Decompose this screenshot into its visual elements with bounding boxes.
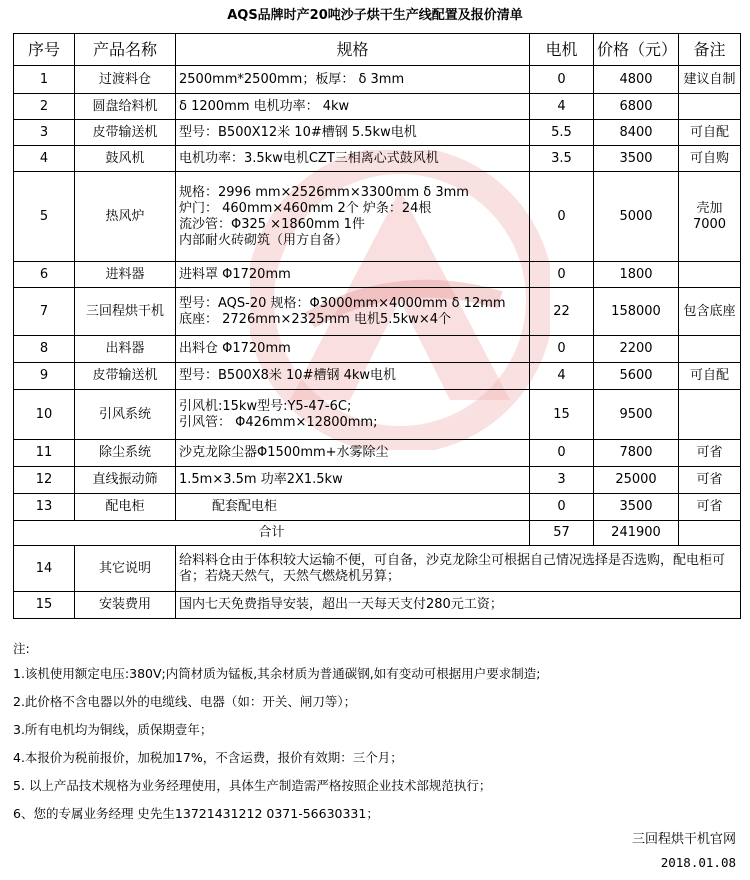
- product-spec: 型号：AQS-20 规格：Φ3000mm×4000mm δ 12mm 底座： 2726mm×2325mm 电机5.5kw×4个: [176, 288, 530, 336]
- product-name: 皮带输送机: [75, 120, 176, 146]
- table-row: [14, 120, 741, 146]
- row-no: 3: [14, 120, 75, 146]
- total-label: 合计: [14, 521, 530, 546]
- table-row: [14, 494, 741, 521]
- product-name: 鼓风机: [75, 146, 176, 172]
- product-spec: 配套配电柜: [176, 494, 530, 521]
- motor-power: 4: [530, 94, 594, 120]
- table-row: [14, 592, 741, 619]
- remark: [679, 336, 741, 363]
- motor-power: 0: [530, 336, 594, 363]
- table-row: [14, 390, 741, 440]
- remark: 可省: [679, 494, 741, 521]
- remark: 可自配: [679, 363, 741, 390]
- table-row: [14, 467, 741, 494]
- product-spec: 2500mm*2500mm；板厚： δ 3mm: [176, 66, 530, 94]
- row-no: 14: [14, 546, 75, 592]
- table-row: [14, 440, 741, 467]
- price: 5600: [594, 363, 679, 390]
- price: 3500: [594, 494, 679, 521]
- other-notes-text: 给料料仓由于体积较大运输不便，可自备，沙克龙除尘可根据自己情况选择是否选购，配电柜可省；若烧天然气，天然气燃烧机另算；: [176, 546, 741, 592]
- total-row: [14, 521, 741, 546]
- remark: 可自购: [679, 146, 741, 172]
- quote-table: [13, 33, 741, 619]
- header-cell: 产品名称: [75, 34, 176, 66]
- installation-fee-text: 国内七天免费指导安装，超出一天每天支付280元工资；: [176, 592, 741, 619]
- product-name: 配电柜: [75, 494, 176, 521]
- remark: 可省: [679, 440, 741, 467]
- table-row: [14, 288, 741, 336]
- price: 4800: [594, 66, 679, 94]
- remark: 建议自制: [679, 66, 741, 94]
- motor-power: 0: [530, 494, 594, 521]
- price: 1800: [594, 262, 679, 288]
- row-no: 1: [14, 66, 75, 94]
- motor-power: 15: [530, 390, 594, 440]
- row-no: 4: [14, 146, 75, 172]
- product-name: 皮带输送机: [75, 363, 176, 390]
- note-item: 4.本报价为税前报价，加税加17%，不含运费，报价有效期：三个月；: [13, 750, 403, 765]
- table-header-row: [14, 34, 741, 66]
- product-name: 圆盘给料机: [75, 94, 176, 120]
- price: 5000: [594, 172, 679, 262]
- remark: [679, 94, 741, 120]
- remark: 壳加7000: [679, 172, 741, 262]
- total-price: 241900: [594, 521, 679, 546]
- product-spec: 引风机:15kw型号:Y5-47-6C; 引风管： Φ426mm×12800mm;: [176, 390, 530, 440]
- note-item: 2.此价格不含电器以外的电缆线、电器（如：开关、闸刀等）；: [13, 694, 357, 709]
- row-no: 5: [14, 172, 75, 262]
- table-row: [14, 336, 741, 363]
- total-remark: [679, 521, 741, 546]
- footer-date: 2018.01.08: [660, 855, 736, 870]
- product-name: 进料器: [75, 262, 176, 288]
- product-name: 安装费用: [75, 592, 176, 619]
- motor-power: 3: [530, 467, 594, 494]
- note-item: 3.所有电机均为铜线，质保期壹年；: [13, 722, 213, 737]
- motor-power: 5.5: [530, 120, 594, 146]
- table-row: [14, 262, 741, 288]
- product-name: 热风炉: [75, 172, 176, 262]
- row-no: 10: [14, 390, 75, 440]
- motor-power: 0: [530, 172, 594, 262]
- motor-power: 3.5: [530, 146, 594, 172]
- header-cell: 备注: [679, 34, 741, 66]
- table-row: [14, 172, 741, 262]
- product-spec: 型号：B500X8米 10#槽钢 4kw电机: [176, 363, 530, 390]
- motor-power: 0: [530, 66, 594, 94]
- price: 2200: [594, 336, 679, 363]
- remark: [679, 390, 741, 440]
- product-name: 引风系统: [75, 390, 176, 440]
- remark: 可省: [679, 467, 741, 494]
- product-spec: 电机功率：3.5kw电机CZT三相离心式鼓风机: [176, 146, 530, 172]
- table-row: [14, 363, 741, 390]
- row-no: 2: [14, 94, 75, 120]
- price: 7800: [594, 440, 679, 467]
- row-no: 9: [14, 363, 75, 390]
- product-name: 出料器: [75, 336, 176, 363]
- footer-site-name: 三回程烘干机官网: [631, 832, 736, 847]
- notes-heading: 注:: [13, 641, 30, 656]
- remark: [679, 262, 741, 288]
- product-spec: 规格：2996 mm×2526mm×3300mm δ 3mm 炉门： 460mm×460mm 2个 炉条：24根 流沙管：Φ325 ×1860mm 1件 内部耐火砖砌筑（用方自备）: [176, 172, 530, 262]
- row-no: 12: [14, 467, 75, 494]
- price: 9500: [594, 390, 679, 440]
- motor-power: 0: [530, 440, 594, 467]
- price: 158000: [594, 288, 679, 336]
- product-name: 其它说明: [75, 546, 176, 592]
- header-cell: 规格: [176, 34, 530, 66]
- product-name: 除尘系统: [75, 440, 176, 467]
- table-row: [14, 94, 741, 120]
- product-name: 三回程烘干机: [75, 288, 176, 336]
- header-cell: 价格（元）: [594, 34, 679, 66]
- row-no: 15: [14, 592, 75, 619]
- document-title: AQS品牌时产20吨沙子烘干生产线配置及报价清单: [227, 8, 523, 23]
- row-no: 7: [14, 288, 75, 336]
- row-no: 13: [14, 494, 75, 521]
- product-spec: 型号：B500X12米 10#槽钢 5.5kw电机: [176, 120, 530, 146]
- motor-power: 4: [530, 363, 594, 390]
- remark: 包含底座: [679, 288, 741, 336]
- product-spec: 沙克龙除尘器Φ1500mm+水雾除尘: [176, 440, 530, 467]
- price: 25000: [594, 467, 679, 494]
- note-item: 5. 以上产品技术规格为业务经理使用，具体生产制造需严格按照企业技术部规范执行；: [13, 778, 492, 793]
- product-name: 过渡料仓: [75, 66, 176, 94]
- row-no: 8: [14, 336, 75, 363]
- note-item: 6、您的专属业务经理 史先生13721431212 0371-56630331；: [13, 806, 379, 821]
- motor-power: 22: [530, 288, 594, 336]
- row-no: 11: [14, 440, 75, 467]
- notes-section: [13, 638, 740, 828]
- product-spec: 1.5m×3.5m 功率2X1.5kw: [176, 467, 530, 494]
- price: 8400: [594, 120, 679, 146]
- table-row: [14, 146, 741, 172]
- motor-power: 0: [530, 262, 594, 288]
- price: 3500: [594, 146, 679, 172]
- price: 6800: [594, 94, 679, 120]
- remark: 可自配: [679, 120, 741, 146]
- total-motor: 57: [530, 521, 594, 546]
- product-spec: 出料仓 Φ1720mm: [176, 336, 530, 363]
- note-item: 1.该机使用额定电压:380V;内筒材质为锰板,其余材质为普通碳钢,如有变动可根据用户要求制造;: [13, 666, 541, 681]
- header-cell: 序号: [14, 34, 75, 66]
- table-row: [14, 66, 741, 94]
- product-spec: 进料罩 Φ1720mm: [176, 262, 530, 288]
- product-spec: δ 1200mm 电机功率： 4kw: [176, 94, 530, 120]
- row-no: 6: [14, 262, 75, 288]
- table-row: [14, 546, 741, 592]
- header-cell: 电机: [530, 34, 594, 66]
- product-name: 直线振动筛: [75, 467, 176, 494]
